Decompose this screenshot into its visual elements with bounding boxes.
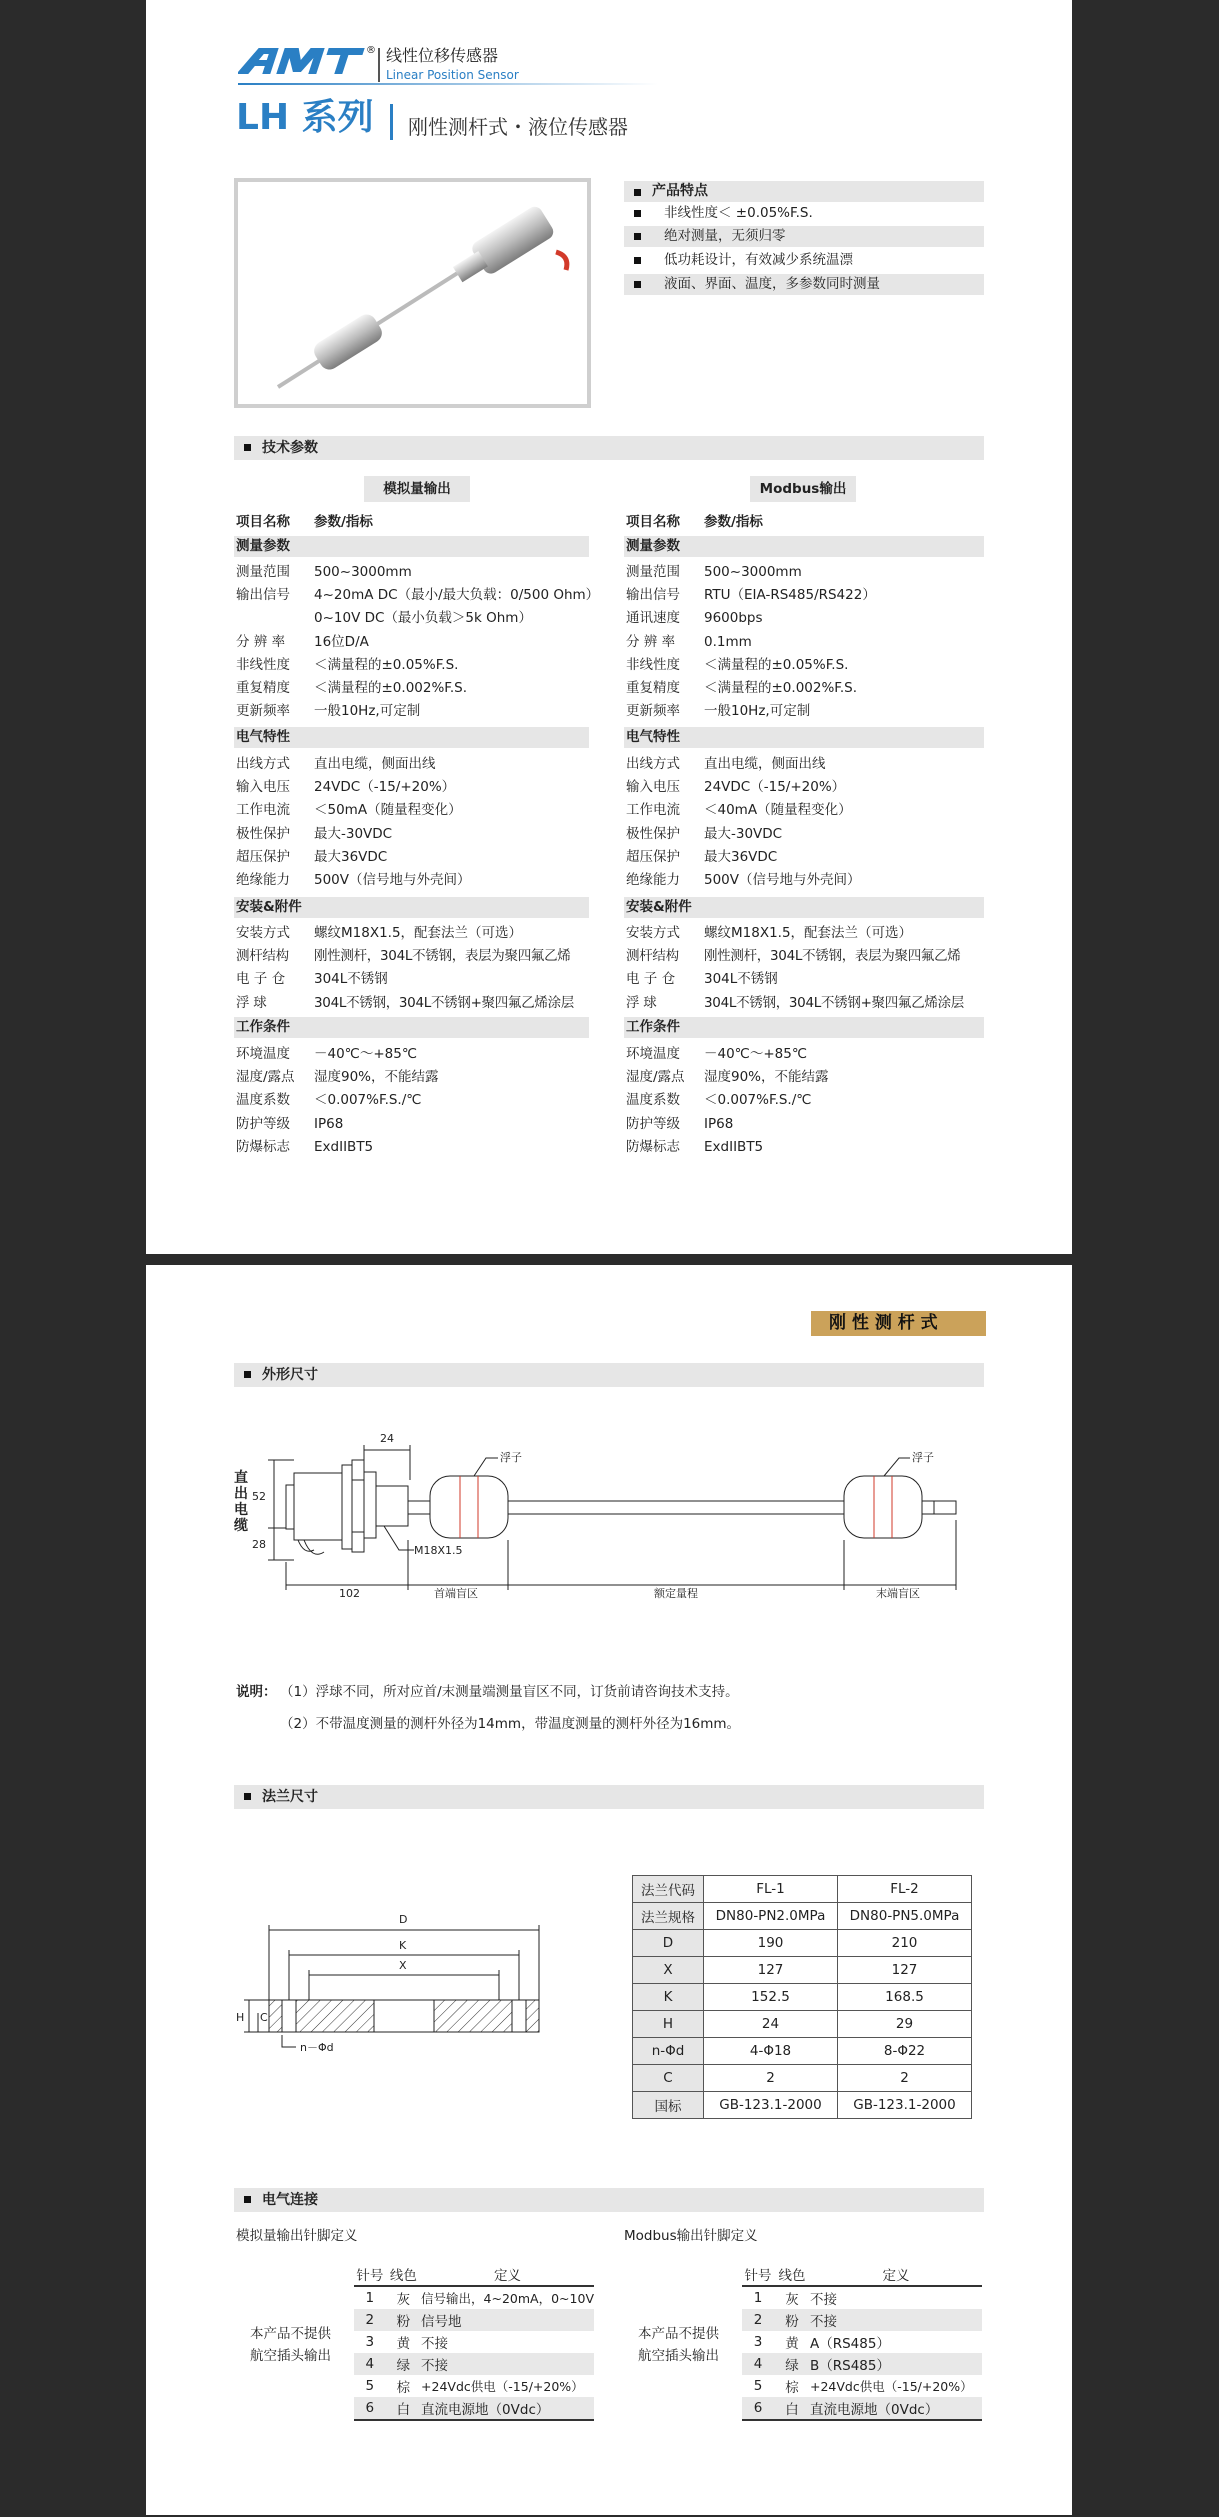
modbus-column: 项目名称 参数/指标 测量参数 测量范围 500~3000mm 输出信号 RTU（EIA-RS485/RS422） 通讯速度 9600bps 分 辨 率 0.1mm 非线性度 ＜满量程的±0.05%F.S. 重复精度 ＜满量程的±0.002%F.S. 更新频率 一般10Hz,可定制 电气特性 出线方式 直出电缆，侧面出线 输入电压 24VDC（-15/+20%） 工作电流 ＜40mA（随量程变化） 极性保护 最大-30VDC 超压保护 最大36VDC 绝缘能力 500V（信号地与外壳间） 安装&附件 安装方式 螺纹M18X1.5，配套法兰（可选） 测杆结构 刚性测杆，304L不锈钢，表层为聚四氟乙烯 电 子 仓 304L不锈钢 浮 球 304L不锈钢，304L不锈钢+聚四氟乙烯涂层 工作条件 环境温度 －40℃～+85℃ 湿度/露点 湿度90%，不能结露 温度系数 ＜0.007%F.S./℃ 防护等级 IP68 防爆标志 ExdIIBT5 xyxy=(626,0,986,1254)
table-row: 3 黄 A（RS485） xyxy=(753,2334,890,2352)
bullet-icon xyxy=(244,1371,251,1378)
dim-24: 24 xyxy=(380,1432,394,1445)
dimension-drawing xyxy=(234,1420,984,1600)
features-header: 产品特点 xyxy=(624,181,984,202)
table-row: 5 棕 +24Vdc供电（-15/+20%） xyxy=(753,2378,973,2396)
dim-float-1: 浮子 xyxy=(500,1451,522,1464)
table-row: n-Φd 4-Φ18 8-Φ22 xyxy=(633,2038,972,2065)
page-1 xyxy=(146,0,1072,1254)
brand-en: Linear Position Sensor xyxy=(386,68,519,82)
analog-pin-table xyxy=(354,2263,594,2421)
flange-drawing xyxy=(234,1905,594,2055)
table-row: D 190 210 xyxy=(633,1930,972,1957)
dim-52: 52 xyxy=(252,1490,266,1503)
flange-table xyxy=(632,1875,972,2119)
section-install: 安装&附件 xyxy=(234,897,589,918)
table-row: 1 灰 不接 xyxy=(753,2290,837,2308)
bullet-icon xyxy=(244,2196,251,2203)
brand-cn: 线性位移传感器 xyxy=(386,46,499,65)
section-measure: 测量参数 xyxy=(624,536,984,557)
table-row: 国标 GB-123.1-2000 GB-123.1-2000 xyxy=(633,2092,972,2119)
brand-reg: ® xyxy=(366,45,376,56)
feature-item: 非线性度＜ ±0.05%F.S. xyxy=(624,203,984,224)
section-electrical: 电气特性 xyxy=(624,727,984,748)
section-conditions: 工作条件 xyxy=(624,1017,984,1038)
flange-section-icon xyxy=(234,1905,594,2055)
dimensions-header: 外形尺寸 xyxy=(234,1363,984,1387)
table-row: 针号 线色 定义 xyxy=(742,2263,982,2286)
table-row: 4 绿 不接 xyxy=(354,2353,594,2375)
analog-pin-note-1: 本产品不提供 xyxy=(250,2326,331,2342)
table-row: 5 棕 +24Vdc供电（-15/+20%） xyxy=(365,2378,584,2396)
analog-column: 项目名称 参数/指标 测量参数 测量范围 500~3000mm 输出信号 4~20mA DC（最小/最大负载：0/500 Ohm） 0~10V DC（最小负载＞5k Ohm） 分 辨 率 16位D/A 非线性度 ＜满量程的±0.05%F.S. 重复精度 ＜满量程的±0.002%F.S. 更新频率 一般10Hz,可定制 电气特性 出线方式 直出电缆，侧面出线 输入电压 24VDC（-15/+20%） 工作电流 ＜50mA（随量程变化） 极性保护 最大-30VDC 超压保护 最大36VDC 绝缘能力 500V（信号地与外壳间） 安装&附件 安装方式 螺纹M18X1.5，配套法兰（可选） 测杆结构 刚性测杆，304L不锈钢，表层为聚四氟乙烯 电 子 仓 304L不锈钢 浮 球 304L不锈钢，304L不锈钢+聚四氟乙烯涂层 工作条件 环境温度 －40℃～+85℃ 湿度/露点 湿度90%，不能结露 温度系数 ＜0.007%F.S./℃ 防护等级 IP68 防爆标志 ExdIIBT5 xyxy=(236,514,600,1155)
dim-zone-2: 额定量程 xyxy=(654,1587,698,1600)
tab-modbus: Modbus输出 xyxy=(750,476,856,502)
flange-header: 法兰尺寸 xyxy=(234,1785,984,1809)
table-row: 法兰规格 DN80-PN2.0MPa DN80-PN5.0MPa xyxy=(633,1903,972,1930)
series-title: LH 系列 xyxy=(236,97,374,138)
sensor-dimension-icon xyxy=(234,1420,984,1600)
category-banner: 刚 性 测 杆 式 xyxy=(811,1311,986,1336)
dim-28: 28 xyxy=(252,1538,266,1551)
flange-dim-D: D xyxy=(399,1913,408,1926)
table-row: X 127 127 xyxy=(633,1957,972,1984)
section-install: 安装&附件 xyxy=(624,897,984,918)
flange-dim-C: C xyxy=(260,2011,268,2024)
dim-side-label: 直出电缆 xyxy=(234,1470,248,1534)
analog-pin-title: 模拟量输出针脚定义 xyxy=(236,2228,358,2244)
analog-pin-note-2: 航空插头输出 xyxy=(250,2348,331,2364)
table-row: 1 灰 信号输出，4~20mA，0~10V xyxy=(365,2290,594,2308)
feature-item: 低功耗设计，有效减少系统温漂 xyxy=(624,250,984,271)
feature-item: 绝对测量，无须归零 xyxy=(624,226,984,247)
flange-dim-n: n－Φd xyxy=(300,2041,334,2054)
electrical-header: 电气连接 xyxy=(234,2188,984,2212)
page-2 xyxy=(146,1265,1072,2515)
series-subtitle: 刚性测杆式・液位传感器 xyxy=(408,115,628,139)
dim-float-2: 浮子 xyxy=(912,1451,934,1464)
table-row: 3 黄 不接 xyxy=(365,2334,449,2352)
bullet-icon xyxy=(244,1793,251,1800)
modbus-pin-title: Modbus输出针脚定义 xyxy=(624,2228,758,2244)
flange-dim-X: X xyxy=(399,1959,407,1972)
section-conditions: 工作条件 xyxy=(234,1017,589,1038)
tech-header: 技术参数 xyxy=(234,436,984,460)
table-row: 4 绿 B（RS485） xyxy=(742,2353,982,2375)
flange-dim-K: K xyxy=(399,1939,407,1952)
table-row: 6 白 直流电源地（0Vdc） xyxy=(742,2397,982,2420)
dim-102: 102 xyxy=(339,1587,360,1600)
table-row: K 152.5 168.5 xyxy=(633,1984,972,2011)
section-measure: 测量参数 xyxy=(234,536,589,557)
dim-zone-1: 首端盲区 xyxy=(434,1587,478,1600)
section-electrical: 电气特性 xyxy=(234,727,589,748)
flange-dim-H: H xyxy=(236,2011,245,2024)
table-row: 法兰代码 FL-1 FL-2 xyxy=(633,1876,972,1903)
tab-analog: 模拟量输出 xyxy=(364,476,470,502)
table-row: 2 粉 信号地 xyxy=(354,2309,594,2331)
dim-thread: M18X1.5 xyxy=(414,1544,463,1557)
note-2: （2）不带温度测量的测杆外径为14mm，带温度测量的测杆外径为16mm。 xyxy=(280,1716,741,1732)
table-row: C 2 2 xyxy=(633,2065,972,2092)
modbus-pin-table xyxy=(742,2263,982,2421)
table-row: 2 粉 不接 xyxy=(742,2309,982,2331)
table-row: H 24 29 xyxy=(633,2011,972,2038)
modbus-pin-note-2: 航空插头输出 xyxy=(638,2348,719,2364)
table-row: 6 白 直流电源地（0Vdc） xyxy=(354,2397,594,2420)
dim-zone-3: 末端盲区 xyxy=(876,1587,920,1600)
table-row: 针号 线色 定义 xyxy=(354,2263,594,2286)
feature-item: 液面、界面、温度，多参数同时测量 xyxy=(624,274,984,295)
modbus-pin-note-1: 本产品不提供 xyxy=(638,2326,719,2342)
note-1: （1）浮球不同，所对应首/末测量端测量盲区不同，订货前请咨询技术支持。 xyxy=(280,1684,739,1700)
note-label: 说明： xyxy=(236,1684,277,1700)
